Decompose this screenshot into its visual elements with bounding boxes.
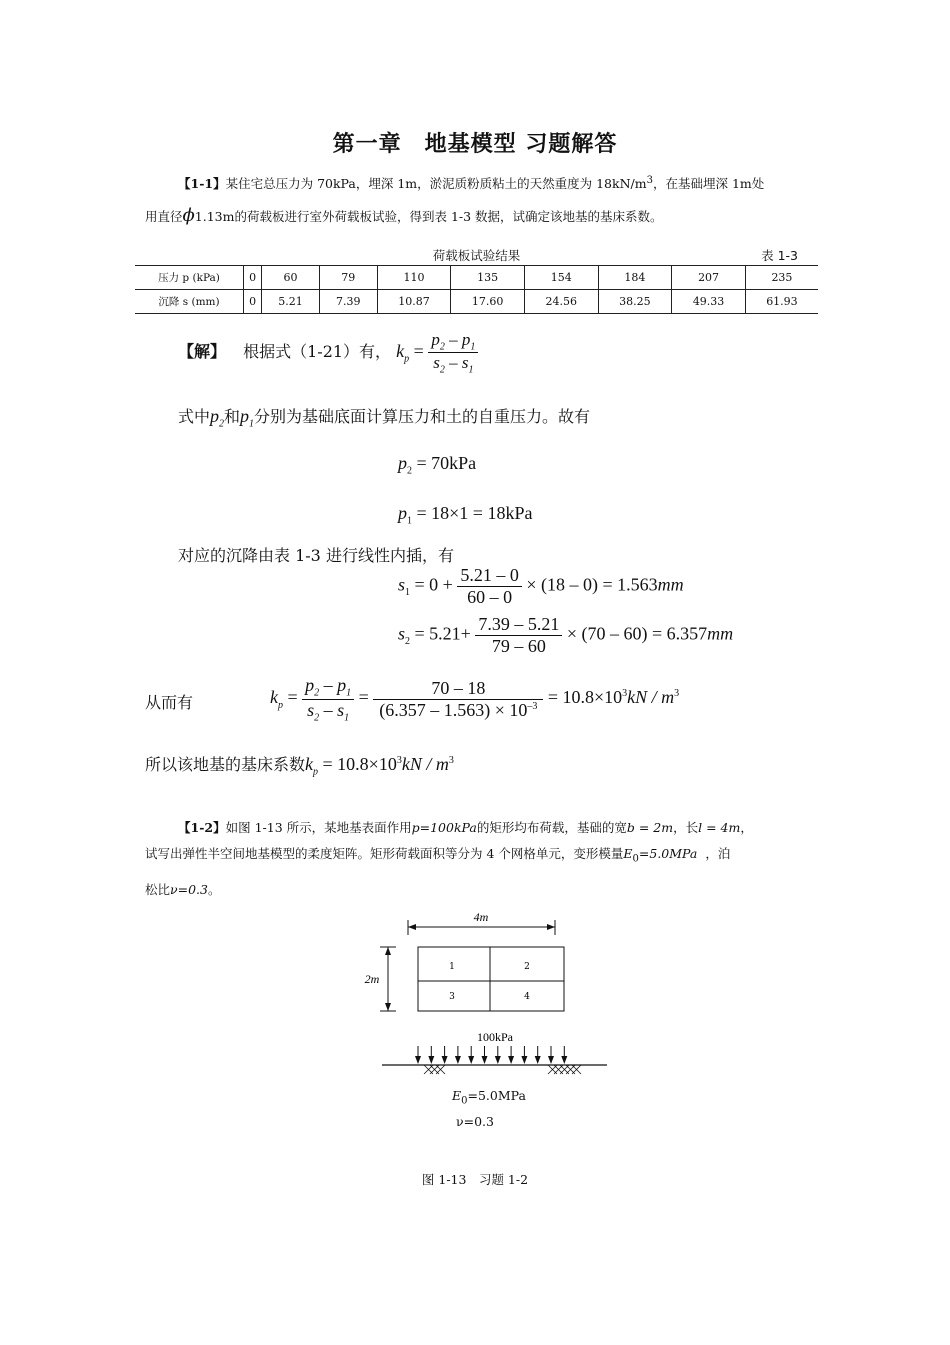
table-cell: 24.56 [524, 290, 598, 314]
s1-a: = 0 + [414, 574, 453, 595]
hence-label: 从而有 [145, 693, 194, 712]
s1-num: 5.21 – 0 [460, 565, 519, 585]
table-cell: 5.21 [262, 290, 320, 314]
problem-line2-b: 1.13m的荷载板进行室外荷载板试验，得到表 1-3 数据，试确定该地基的基床系数。 [194, 209, 663, 225]
ground-hatch [424, 1065, 581, 1074]
problem-line2-a: 用直径 [145, 209, 183, 225]
problem-text: 某住宅总压力为 70kPa，埋深 1m，淤泥质粉质粘土的天然重度为 18kN/m [225, 176, 647, 192]
s1-equation: $s_1 = 0$ + $\frac{5.21 - 0}{60 - 0}$ × (18 – 0) = 1.563mm [398, 565, 684, 607]
dim-width-label: 2m [364, 972, 380, 986]
table-cell: 154 [524, 266, 598, 290]
table-cell: 0 [244, 290, 262, 314]
table-cell: 0 [244, 266, 262, 290]
e0-sub: 0 [461, 1095, 468, 1107]
p2-text4: ， [740, 820, 753, 835]
conclusion-res: = 10.8×10 [322, 754, 397, 774]
grid-cell-label: 3 [449, 992, 455, 1002]
arrow-icon [385, 947, 391, 955]
p2-text1: 如图 1-13 所示，某地基表面作用 [225, 820, 412, 835]
p2-line3b: 。 [207, 881, 221, 897]
table-cell: 60 [262, 266, 320, 290]
load-test-table [135, 265, 818, 314]
p2-equation: $p_2 = 70kPa$ [398, 453, 477, 477]
table-cell: 79 [319, 266, 377, 290]
table-cell: 49.33 [672, 290, 746, 314]
solution-line [178, 330, 478, 376]
arrow-icon [385, 1003, 391, 1011]
expl-and: 和 [224, 407, 241, 426]
s1-den: 60 – 0 [457, 586, 522, 608]
table-cell: 10.87 [377, 290, 451, 314]
kp-result-equation: $k_p$ = $\frac{p_2 - p_1}{s_2 - s_1}$ = $\frac{70 - 18}{(6.357 - 1.563) \times 10^{-3}}$ = $10.8\times 10^3kN / m^3$ [270, 675, 680, 724]
problem-number: 【1-1】 [178, 176, 226, 192]
conclusion-text: 所以该地基的基床系数 [145, 755, 306, 774]
load-arrows [415, 1046, 567, 1064]
unit: mm [707, 623, 734, 644]
problem-number: 【1-2】 [178, 820, 226, 835]
table-cell: 17.60 [451, 290, 525, 314]
p2-text3: ，长 [673, 820, 699, 835]
conclusion-unit: kN / m [401, 754, 449, 774]
arrow-icon [408, 924, 416, 930]
p2-line3: 松比 [145, 881, 171, 897]
k-den: (6.357 – 1.563) × 10 [379, 699, 528, 720]
table-row [135, 266, 818, 290]
arrow-icon [508, 1056, 514, 1064]
solution-tag: 【解】 [178, 342, 227, 362]
p1-equation: $p_1 = 18\times 1 = 18kPa$ [398, 503, 533, 527]
solution-lead: 根据式（1-21）有， [243, 342, 392, 362]
table-cell: 184 [598, 266, 672, 290]
p1-value: = 18×1 = 18kPa [416, 503, 533, 523]
chapter-title: 第一章 地基模型 习题解答 [332, 132, 618, 157]
p2-pressure: p=100kPa [411, 820, 477, 835]
table-cell: 235 [745, 266, 818, 290]
problem-1-2: 【1-2】如图 1-13 所示，某地基表面作用p=100kPa的矩形均布荷载，基础的宽b = 2m，长l = 4m， 试写出弹性半空间地基模型的柔度矩阵。矩形荷载面积等分为 4 个网格单元，变形模量$E_0=5.0MPa$ ，泊 松比ν=0.3。 [145, 820, 753, 897]
grid-cell-label: 1 [449, 962, 455, 972]
p2-text2: 的矩形均布荷载，基础的宽 [476, 820, 627, 835]
k-unit: kN / m [627, 687, 675, 708]
arrow-icon [468, 1056, 474, 1064]
nu-value: ν=0.3 [170, 881, 208, 897]
arrow-icon [521, 1056, 527, 1064]
interp-line: 对应的沉降由表 1-3 进行线性内插，有 [178, 546, 454, 565]
e0-sym: E [452, 1088, 462, 1103]
e0-val: =5.0MPa [467, 1088, 526, 1103]
p2-l: l = 4m [698, 820, 741, 835]
grid-cell-label: 2 [524, 962, 530, 972]
arrow-icon [548, 1056, 554, 1064]
table-cell: 207 [672, 266, 746, 290]
arrow-icon [428, 1056, 434, 1064]
figure-caption: 图 1-13 习题 1-2 [421, 1172, 529, 1187]
arrow-icon [442, 1056, 448, 1064]
arrow-icon [561, 1056, 567, 1064]
explanation-line: 式中$p_2$和$p_1$分别为基础底面计算压力和土的自重压力。故有 [178, 406, 591, 430]
arrow-icon [482, 1056, 488, 1064]
table-cell: 110 [377, 266, 451, 290]
load-area-grid [418, 947, 564, 1011]
table-cell: 38.25 [598, 290, 672, 314]
superscript: 3 [646, 175, 653, 186]
figure-1-13 [350, 905, 620, 1080]
unit: mm [657, 574, 684, 595]
k-den-sup: –3 [527, 700, 538, 712]
load-label: 100kPa [477, 1030, 513, 1044]
dim-length-label: 4m [473, 910, 489, 924]
expl-text: 分别为基础底面计算压力和土的自重压力。故有 [254, 407, 591, 426]
expl-pre: 式中 [178, 407, 211, 426]
e0-symbol: E [623, 846, 633, 861]
s2-a: = 5.21+ [414, 623, 471, 644]
table-caption: 荷载板试验结果 [432, 248, 521, 263]
s2-num: 7.39 – 5.21 [478, 614, 560, 634]
p2-b: b = 2m [626, 820, 674, 835]
s2-b: × (70 – 60) = 6.357 [566, 623, 708, 644]
table-cell: 7.39 [319, 290, 377, 314]
s2-den: 79 – 60 [475, 635, 562, 657]
k-res: = 10.8×10 [547, 687, 623, 708]
arrow-icon [535, 1056, 541, 1064]
row-header-settlement: 沉降 s (mm) [135, 290, 244, 314]
p2-line2b: ，泊 [705, 846, 731, 861]
table-cell: 135 [451, 266, 525, 290]
p2-line2: 试写出弹性半空间地基模型的柔度矩阵。矩形荷载面积等分为 4 个网格单元，变形模量 [145, 846, 624, 861]
table-label: 表 1-3 [761, 248, 798, 263]
arrow-icon [547, 924, 555, 930]
e0-label [452, 1088, 526, 1107]
p2-value: = 70kPa [416, 453, 477, 473]
kp-formula: $k_p$ = $\frac{p_2 - p_1}{s_2 - s_1}$ [396, 341, 478, 361]
table-cell: 61.93 [745, 290, 818, 314]
arrow-icon [495, 1056, 501, 1064]
conclusion-line: 所以该地基的基床系数$k_p = 10.8\times 10^3kN / m^3$ [145, 754, 454, 778]
k-num: 70 – 18 [431, 677, 486, 698]
problem-1-1 [145, 165, 815, 233]
nu-label: ν=0.3 [456, 1114, 494, 1129]
arrow-icon [455, 1056, 461, 1064]
arrow-icon [415, 1056, 421, 1064]
phi-symbol: ϕ [182, 205, 195, 227]
e0-value: =5.0MPa [638, 846, 698, 861]
table-row [135, 290, 818, 314]
grid-cell-label: 4 [524, 992, 530, 1002]
s2-equation: $s_2 = 5.21+$ $\frac{7.39 - 5.21}{79 - 60}$ × (70 – 60) = 6.357mm [398, 614, 734, 656]
row-header-pressure: 压力 p (kPa) [135, 266, 244, 290]
problem-text-cont: ，在基础埋深 1m处 [652, 176, 765, 192]
s1-b: × (18 – 0) = 1.563 [526, 574, 658, 595]
